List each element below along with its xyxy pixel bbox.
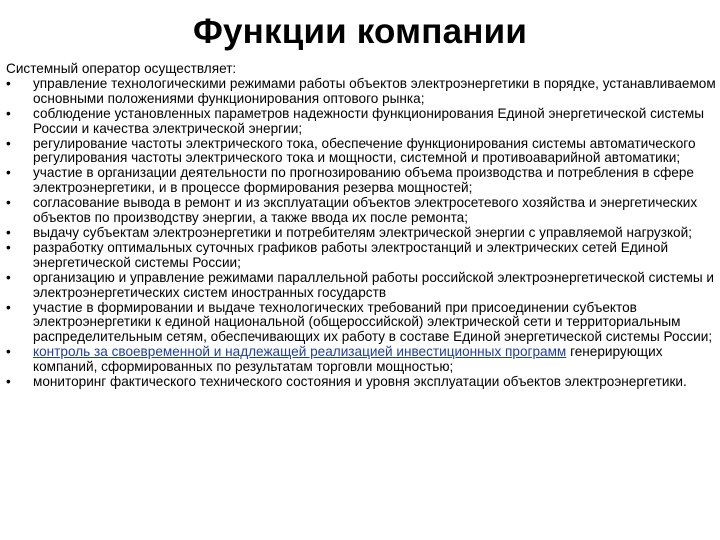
list-item [6, 301, 716, 346]
list-item [6, 107, 716, 137]
list-item-text: организацию и управление режимами параллельной работы российской электроэнергетической системы и электроэнергетических систем иностранных государств [33, 269, 714, 300]
list-item-text: разработку оптимальных суточных графиков работы электростанций и электрических сетей Единой энергетической системы России; [33, 239, 669, 270]
list-item [6, 137, 716, 167]
list-item-text: согласование вывода в ремонт и из эксплуатации объектов электросетевого хозяйства и энергетических объектов по производству энергии, а также ввода их после ремонта; [33, 195, 698, 226]
slide-body [6, 62, 716, 390]
investment-programs-link[interactable]: контроль за своевременной и надлежащей реализацией инвестиционных программ [33, 344, 567, 360]
list-item [6, 345, 716, 375]
list-item-text: участие в формировании и выдаче технологических требований при присоединении субъектов электроэнергетики к единой национальной (общероссийской) электрической сети и территориальным распределительным сетям, обеспечивающих их работу в составе Единой энергетической системы России; [33, 299, 713, 345]
list-item-text: выдачу субъектам электроэнергетики и потребителям электрической энергии с управляемой нагрузкой; [33, 224, 692, 240]
bullet-icon: • [6, 239, 11, 255]
list-item [6, 375, 716, 390]
list-item [6, 271, 716, 301]
intro-text: Системный оператор осуществляет: [6, 61, 237, 76]
function-list [6, 77, 716, 390]
bullet-icon: • [6, 165, 11, 181]
list-item-text: участие в организации деятельности по прогнозированию объема производства и потребления в сфере электроэнергетики, и в процессе формирования резерва мощностей; [33, 165, 694, 196]
list-item-text: регулирование частоты электрического тока, обеспечение функционирования системы автоматического регулирования частоты электрического тока и мощности, системной и противоаварийной автоматики; [33, 135, 696, 166]
bullet-icon: • [6, 374, 11, 390]
list-item-text: генерирующих компаний, сформированных по результатам торговли мощностью; [33, 344, 663, 375]
list-item [6, 166, 716, 196]
list-item-text: управление технологическими режимами работы объектов электроэнергетики в порядке, устанавливаемом основными положениями функционирования оптового рынка; [33, 75, 716, 106]
bullet-icon: • [6, 195, 11, 211]
list-item-text: соблюдение установленных параметров надежности функционирования Единой энергетической системы России и качества электрической энергии; [33, 105, 705, 136]
slide-title: Функции компании [192, 12, 528, 51]
bullet-icon: • [6, 224, 11, 240]
list-item [6, 241, 716, 271]
list-item [6, 196, 716, 226]
bullet-icon: • [6, 75, 11, 91]
list-item-text: мониторинг фактического технического состояния и уровня эксплуатации объектов электроэнергетики. [33, 374, 687, 390]
bullet-icon: • [6, 344, 11, 360]
bullet-icon: • [6, 299, 11, 315]
bullet-icon: • [6, 135, 11, 151]
list-item [6, 77, 716, 107]
bullet-icon: • [6, 105, 11, 121]
list-item [6, 226, 716, 241]
bullet-icon: • [6, 269, 11, 285]
